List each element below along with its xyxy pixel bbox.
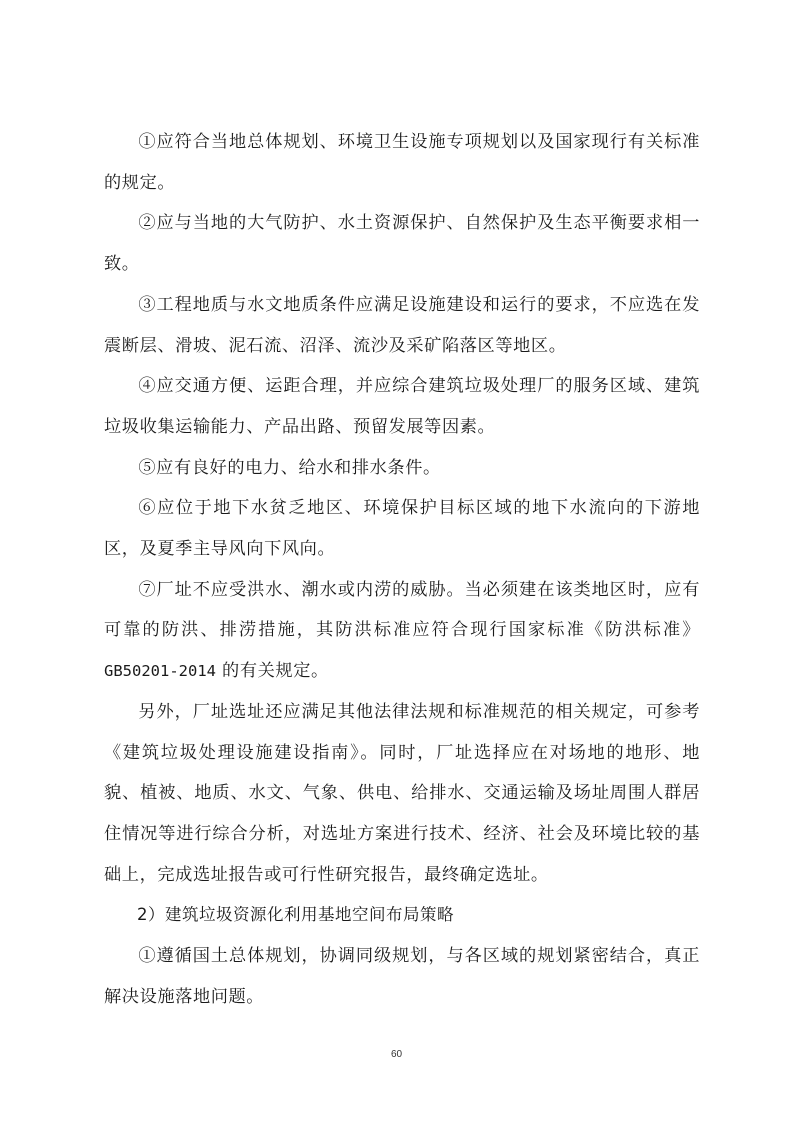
page-number: 60 <box>390 1049 403 1060</box>
paragraph-transportation: ④应交通方便、运距合理，并应综合建筑垃圾处理厂的服务区域、建筑垃圾收集运输能力、产品出路、预留发展等因素。 <box>104 376 700 437</box>
paragraph-groundwater-wind: ⑥应位于地下水贫乏地区、环境保护目标区域的地下水流向的下游地区，及夏季主导风向下风向。 <box>104 498 700 560</box>
section-heading-layout-strategy: 2）建筑垃圾资源化利用基地空间布局策略 <box>137 905 454 925</box>
paragraph-site-planning: ①应符合当地总体规划、环境卫生设施专项规划以及国家现行有关标准的规定。 <box>104 132 700 193</box>
paragraph-geology-conditions: ③工程地质与水文地质条件应满足设施建设和运行的要求，不应选在发震断层、滑坡、泥石流、沼泽、流沙及采矿陷落区等地区。 <box>104 294 700 356</box>
paragraph-environmental-protection: ②应与当地的大气防护、水土资源保护、自然保护及生态平衡要求相一致。 <box>104 213 700 275</box>
standard-code: GB50201-2014 <box>104 662 216 681</box>
paragraph-utilities: ⑤应有良好的电力、给水和排水条件。 <box>138 457 441 478</box>
page-body <box>104 122 700 1017</box>
flood-text-end: 的有关规定。 <box>215 661 329 682</box>
paragraph-additional-requirements: 另外，厂址选址还应满足其他法律法规和标准规范的相关规定，可参考《建筑垃圾处理设施建设指南》。同时，厂址选择应在对场地的地形、地貌、植被、地质、水文、气象、供电、给排水、交通运输及场址周围人群居住情况等进行综合分析，对选址方案进行技术、经济、社会及环境比较的基础上，完成选址报告或可行性研究报告，最终确定选址。 <box>104 701 700 885</box>
flood-text-main: ⑦厂址不应受洪水、潮水或内涝的威胁。当必须建在该类地区时，应有可靠的防洪、排涝措施，其防洪标准应符合现行国家标准《防洪标准》 <box>104 579 700 641</box>
paragraph-flood-protection <box>104 570 700 692</box>
paragraph-land-planning: ①遵循国土总体规划，协调同级规划，与各区域的规划紧密结合，真正解决设施落地问题。 <box>104 946 700 1007</box>
